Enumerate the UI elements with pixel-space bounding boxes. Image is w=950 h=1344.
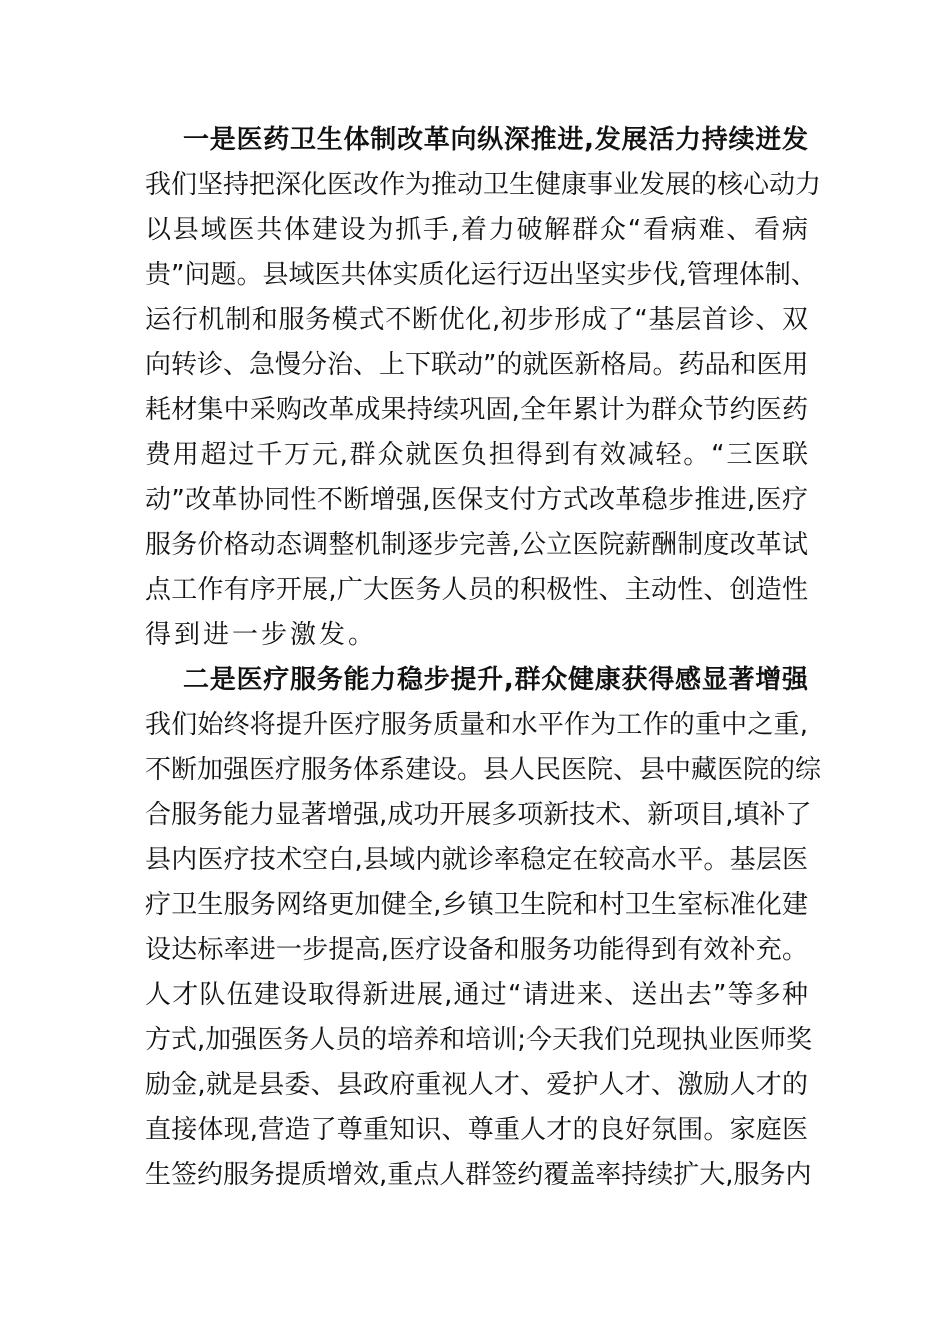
paragraph-line: 我们坚持把深化医改作为推动卫生健康事业发展的核心动力 [145, 170, 822, 200]
paragraph-line: 服务价格动态调整机制逐步完善,公立医院薪酬制度改革试 [145, 530, 808, 560]
paragraph-line: 人才队伍建设取得新进展,通过“请进来、送出去”等多种 [145, 980, 808, 1010]
paragraph-line: 贵”问题。县域医共体实质化运行迈出坚实步伐,管理体制、 [145, 260, 817, 290]
paragraph-line: 我们始终将提升医疗服务质量和水平作为工作的重中之重, [145, 710, 808, 740]
paragraph-line: 动”改革协同性不断增强,医保支付方式改革稳步推进,医疗 [145, 485, 808, 515]
paragraph-line: 疗卫生服务网络更加健全,乡镇卫生院和村卫生室标准化建 [145, 890, 808, 920]
paragraph-line: 以县域医共体建设为抓手,着力破解群众“看病难、看病 [145, 215, 808, 245]
paragraph-line: 点工作有序开展,广大医务人员的积极性、主动性、创造性 [145, 575, 808, 605]
section-heading: 一是医药卫生体制改革向纵深推进,发展活力持续迸发 [183, 125, 808, 155]
paragraph-line: 得到进一步激发。 [145, 620, 378, 650]
paragraph-line: 耗材集中采购改革成果持续巩固,全年累计为群众节约医药 [145, 395, 808, 425]
paragraph-line: 方式,加强医务人员的培养和培训;今天我们兑现执业医师奖 [145, 1025, 813, 1055]
paragraph-line: 不断加强医疗服务体系建设。县人民医院、县中藏医院的综 [145, 755, 822, 785]
section-heading: 二是医疗服务能力稳步提升,群众健康获得感显著增强 [183, 665, 808, 695]
paragraph-line: 生签约服务提质增效,重点人群签约覆盖率持续扩大,服务内 [145, 1160, 812, 1190]
paragraph-line: 励金,就是县委、县政府重视人才、爱护人才、激励人才的 [145, 1070, 808, 1100]
paragraph-line: 向转诊、急慢分治、上下联动”的就医新格局。药品和医用 [145, 350, 809, 380]
paragraph-line: 设达标率进一步提高,医疗设备和服务功能得到有效补充。 [145, 935, 808, 965]
paragraph-line: 合服务能力显著增强,成功开展多项新技术、新项目,填补了 [145, 800, 812, 830]
paragraph-line: 直接体现,营造了尊重知识、尊重人才的良好氛围。家庭医 [145, 1115, 808, 1145]
paragraph-line: 运行机制和服务模式不断优化,初步形成了“基层首诊、双 [145, 305, 808, 335]
paragraph-line: 县内医疗技术空白,县域内就诊率稳定在较高水平。基层医 [145, 845, 808, 875]
paragraph-line: 费用超过千万元,群众就医负担得到有效减轻。“三医联 [145, 440, 808, 470]
